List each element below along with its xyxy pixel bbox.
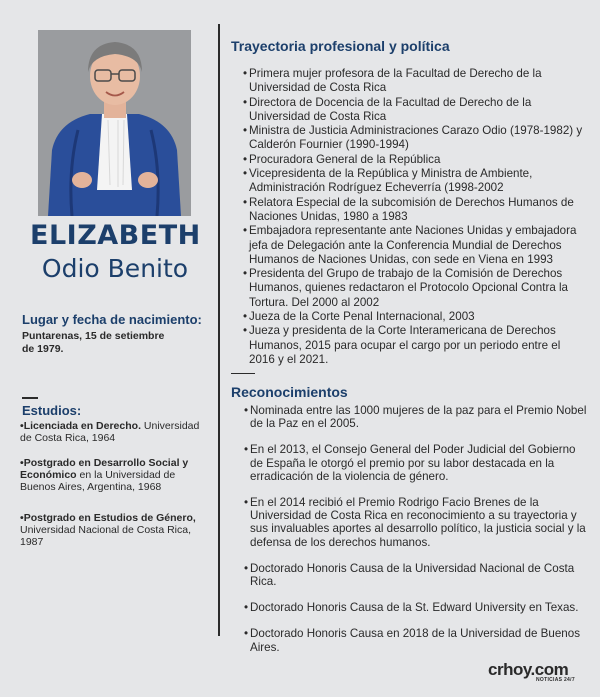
study-degree: Postgrado en Desarrollo Social y Económico xyxy=(20,457,189,481)
career-item: • Ministra de Justicia Administraciones Carazo Odio (1978-1982) y Calderón Fournier (1990-1994) xyxy=(243,124,583,152)
bullet-icon: • xyxy=(20,457,24,469)
portrait-photo xyxy=(38,30,191,216)
study-detail: Universidad Nacional de Costa Rica, 1987 xyxy=(20,524,191,548)
brand-logo[interactable] xyxy=(488,660,578,686)
birth-value: Puntarenas, 15 de setiembre de 1979. xyxy=(22,330,165,355)
portrait-illustration xyxy=(38,30,191,216)
career-item: • Vicepresidenta de la República y Ministra de Ambiente, Administración Rodríguez Echeverría (1998-2002 xyxy=(243,167,533,195)
career-heading: Trayectoria profesional y política xyxy=(231,38,450,54)
bullet-icon: • xyxy=(243,67,248,80)
brand-logo-text: crhoy.com xyxy=(488,660,569,679)
birth-heading: Lugar y fecha de nacimiento: xyxy=(22,312,202,327)
career-item: • Embajadora representante ante Naciones Unidas y embajadora jefa de Delegación ante la Conferencia Mundial de Derechos Humanos de Naciones Unidas, con sede en Viena en 1993 xyxy=(243,224,577,266)
bullet-icon: • xyxy=(243,195,248,209)
bullet-icon: • xyxy=(244,627,249,641)
study-item xyxy=(20,420,200,444)
bullet-icon: • xyxy=(243,95,248,109)
study-detail: Universidad de Costa Rica, 1964 xyxy=(20,420,200,444)
bullet-icon: • xyxy=(243,224,248,238)
column-divider xyxy=(218,24,220,636)
bullet-icon: • xyxy=(244,561,249,575)
recognition-item: • En el 2013, el Consejo General del Poder Judicial del Gobierno de España le otorgó el premio por su labor destacada en la erradicación de la violencia de género. xyxy=(244,443,576,483)
section-rule xyxy=(22,397,38,399)
bullet-icon: • xyxy=(243,167,248,181)
bullet-icon: • xyxy=(20,512,24,524)
profile-last-name: Odio Benito xyxy=(41,254,189,283)
career-list xyxy=(243,67,588,367)
bullet-icon: • xyxy=(243,267,248,281)
bullet-icon: • xyxy=(243,152,248,166)
career-item: • Jueza de la Corte Penal Internacional, 2003 xyxy=(243,310,475,324)
career-item: • Primera mujer profesora de la Facultad de Derecho de la Universidad de Costa Rica xyxy=(243,67,542,95)
bullet-icon: • xyxy=(243,324,248,338)
bullet-icon: • xyxy=(244,404,249,417)
recognitions-list xyxy=(244,404,589,667)
recognition-item: • Doctorado Honoris Causa de la Universidad Nacional de Costa Rica. xyxy=(244,561,575,589)
recognitions-heading: Reconocimientos xyxy=(231,384,348,400)
brand-logo-tagline: NOTICIAS 24/7 xyxy=(536,677,575,683)
bullet-icon: • xyxy=(243,310,248,324)
study-detail: en la Universidad de Buenos Aires, Argentina, 1968 xyxy=(20,469,176,493)
career-item: • Presidenta del Grupo de trabajo de la Comisión de Derechos Humanos, quienes redactaron el Protocolo Opcional Contra la Tortura. Del 2000 al 2002 xyxy=(243,267,569,309)
career-item: • Directora de Docencia de la Facultad de Derecho de la Universidad de Costa Rica xyxy=(243,95,532,123)
recognition-item: • En el 2014 recibió el Premio Rodrigo Facio Brenes de la Universidad de Costa Rica en reconocimiento a su trayectoria y sus invaluables aportes al desarrollo político, la justicia social y la defensa de los derechos humanos. xyxy=(244,496,586,549)
bullet-icon: • xyxy=(20,420,24,432)
career-item: • Jueza y presidenta de la Corte Interamericana de Derechos Humanos, 2015 para ocupar el cargo por un periodo entre el 2016 y el 2021. xyxy=(243,324,561,366)
study-degree: Postgrado en Estudios de Género, xyxy=(23,512,196,524)
section-rule xyxy=(231,373,255,374)
bullet-icon: • xyxy=(244,601,249,615)
recognition-item: • Nominada entre las 1000 mujeres de la paz para el Premio Nobel de la Paz en el 2005. xyxy=(244,404,587,431)
career-item: • Procuradora General de la República xyxy=(243,152,441,166)
study-item xyxy=(20,512,200,548)
bullet-icon: • xyxy=(244,496,249,510)
studies-heading: Estudios: xyxy=(22,403,82,418)
study-degree: Licenciada en Derecho. xyxy=(23,420,141,432)
bullet-icon: • xyxy=(244,443,249,457)
career-item: • Relatora Especial de la subcomisión de Derechos Humanos de Naciones Unidas, 1980 a 1983 xyxy=(243,195,574,223)
recognition-item: • Doctorado Honoris Causa de la St. Edward University en Texas. xyxy=(244,601,579,615)
recognition-item: • Doctorado Honoris Causa en 2018 de la Universidad de Buenos Aires. xyxy=(244,627,580,654)
study-item xyxy=(20,457,200,493)
profile-first-name: ELIZABETH xyxy=(30,220,201,251)
bullet-icon: • xyxy=(243,124,248,138)
